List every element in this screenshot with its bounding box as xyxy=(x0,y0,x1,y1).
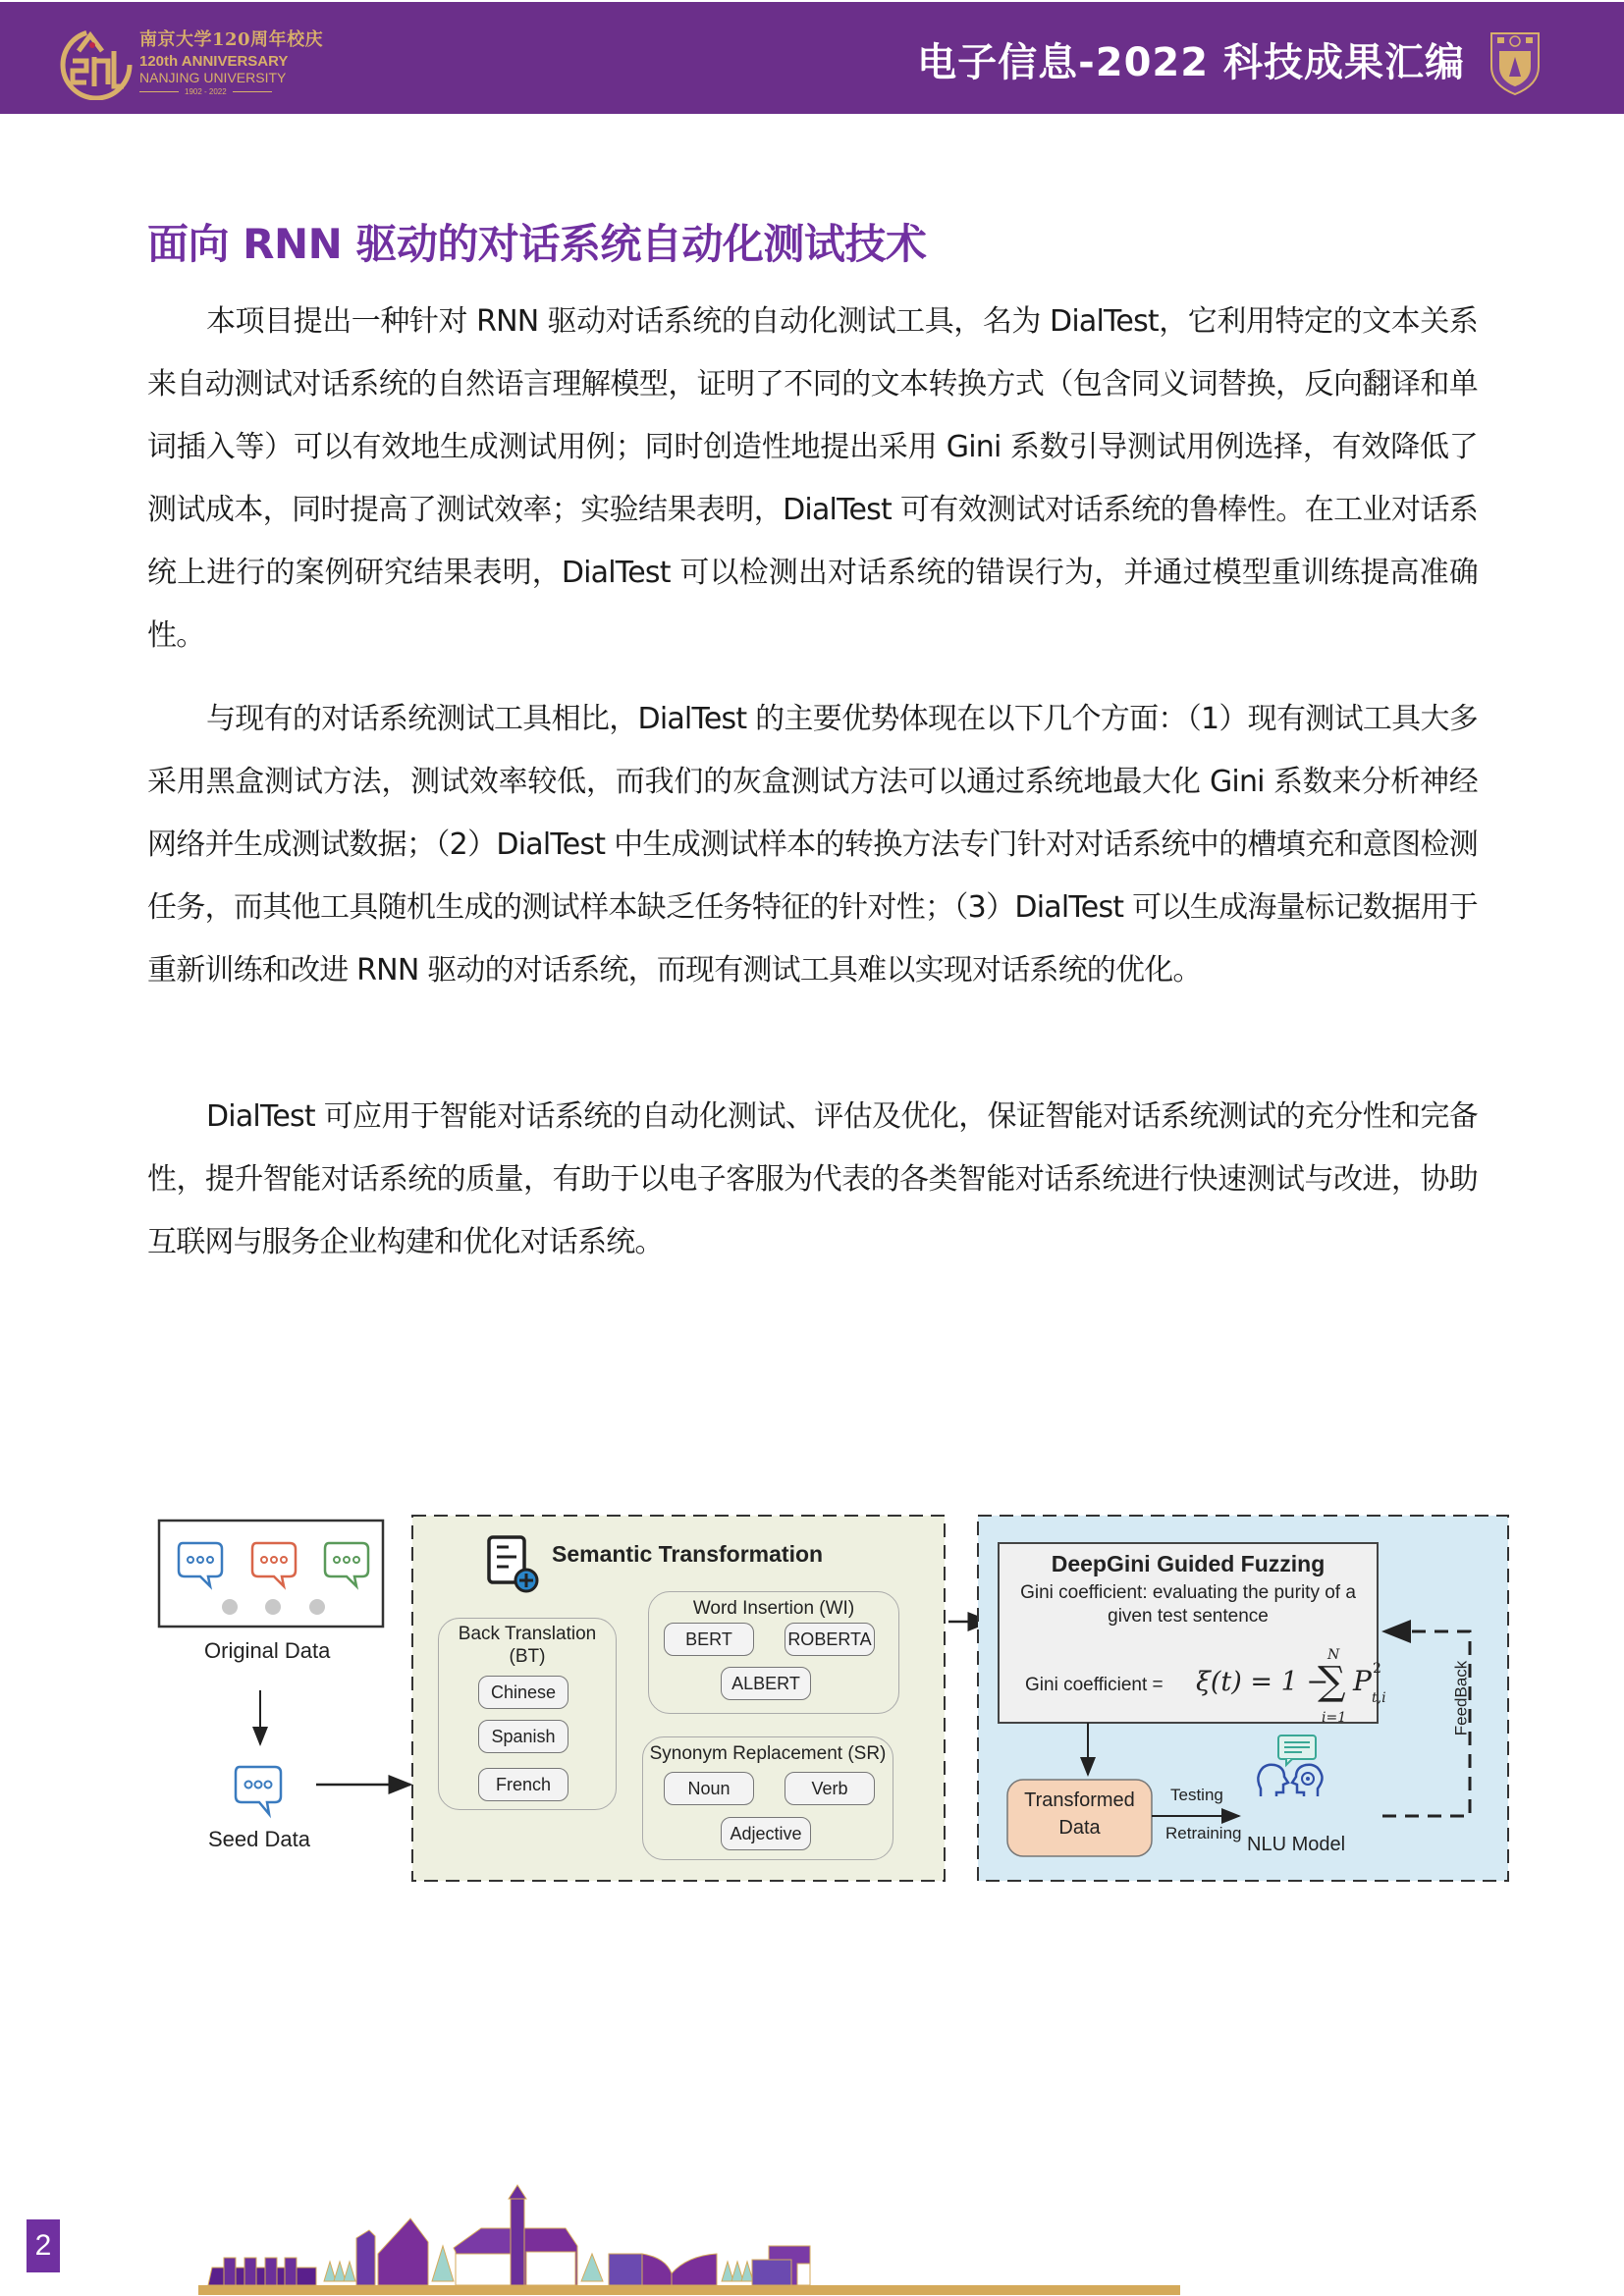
wi-option-bert: BERT xyxy=(664,1623,754,1656)
nlu-model-label: NLU Model xyxy=(1247,1834,1346,1855)
auditorium-building xyxy=(454,2185,577,2285)
paragraph-1: 本项目提出一种针对 RNN 驱动对话系统的自动化测试工具，名为 DialTest，它利用特定的文本关系来自动测试对话系统的自然语言理解模型，证明了不同的文本转换方式（包含同义词替换，反向翻译和单词插入等）可以有效地生成测试用例；同时创造性地提出采用 Gini 系数引导测试用例选择，有效降低了测试成本，同时提高了测试效率；实验结果表明，DialTest 可有效测试对话系统的鲁棒性。在工业对话系统上进行的案例研究结果表明，DialTest 可以检测出对话系统的错误行为，并通过模型重训练提高准确性。 xyxy=(147,304,1478,653)
semantic-transformation-title: Semantic Transformation xyxy=(552,1541,824,1567)
word-insertion-title: Word Insertion (WI) xyxy=(692,1598,855,1619)
back-translation-abbr: (BT) xyxy=(509,1646,546,1667)
sr-option-noun: Noun xyxy=(664,1772,754,1805)
paragraph-3: DialTest 可应用于智能对话系统的自动化测试、评估及优化，保证智能对话系统测试的充分性和完备性，提升智能对话系统的质量，有助于以电子客服为代表的各类智能对话系统进行快速测试与改进，协助互联网与服务企业构建和优化对话系统。 xyxy=(147,1099,1478,1259)
back-translation-title: Back Translation xyxy=(458,1624,597,1644)
tree-icon xyxy=(432,2246,454,2281)
ellipsis-dot xyxy=(222,1599,238,1615)
bt-option-french: French xyxy=(478,1768,568,1801)
anniversary-cn: 南京大学120周年校庆 xyxy=(139,29,324,50)
bt-option-chinese: Chinese xyxy=(478,1676,568,1709)
seed-data-label: Seed Data xyxy=(208,1827,310,1851)
wi-option-albert: ALBERT xyxy=(721,1667,811,1700)
tree-group-icon xyxy=(324,2262,355,2281)
sr-option-adjective: Adjective xyxy=(721,1817,811,1850)
wi-option-roberta: ROBERTA xyxy=(785,1623,875,1656)
formula-sup: 2 xyxy=(1373,1661,1381,1677)
bt-option-spanish: Spanish xyxy=(478,1720,568,1753)
transformed-data-line1: Transformed xyxy=(1024,1789,1135,1811)
deepgini-description-line2: given test sentence xyxy=(1108,1606,1269,1627)
years-text: 1902 - 2022 xyxy=(185,87,227,96)
deepgini-description-line1: Gini coefficient: evaluating the purity of a xyxy=(1020,1582,1356,1603)
page-number: 2 xyxy=(27,2219,60,2272)
formula-sub: t,i xyxy=(1372,1690,1386,1706)
tree-icon xyxy=(581,2254,603,2281)
ellipsis-dot xyxy=(309,1599,325,1615)
document-title: 电子信息-2022 科技成果汇编 xyxy=(917,40,1465,85)
original-data-label: Original Data xyxy=(204,1638,331,1663)
ellipsis-dot xyxy=(265,1599,281,1615)
formula-sum-upper: N xyxy=(1327,1647,1340,1663)
formula-sum-lower: i=1 xyxy=(1322,1710,1347,1726)
transformed-data-line2: Data xyxy=(1058,1817,1101,1839)
formula-lhs: ξ(t) = 1 − xyxy=(1196,1667,1328,1697)
deepgini-title: DeepGini Guided Fuzzing xyxy=(1051,1551,1326,1576)
page-header xyxy=(0,2,1624,114)
formula-label: Gini coefficient = xyxy=(1025,1675,1164,1695)
anniversary-wordmark xyxy=(139,26,323,96)
formula-term: P xyxy=(1353,1665,1372,1697)
paragraph-2: 与现有的对话系统测试工具相比，DialTest 的主要优势体现在以下几个方面：（1）现有测试工具大多采用黑盒测试方法，测试效率较低，而我们的灰盒测试方法可以通过系统地最大化 Gini 系数来分析神经网络并生成测试数据；（2）DialTest 中生成测试样本的转换方法专门针对对话系统中的槽填充和意图检测任务，而其他工具随机生成的测试样本缺乏任务特征的针对性；（3）DialTest 可以生成海量标记数据用于重新训练和改进 RNN 驱动的对话系统，而现有测试工具难以实现对话系统的优化。 xyxy=(147,702,1478,988)
skyline-ground xyxy=(198,2285,1180,2295)
anniversary-years xyxy=(139,87,323,96)
sr-option-verb: Verb xyxy=(785,1772,875,1805)
campus-skyline-illustration xyxy=(196,2179,1326,2296)
gate-building xyxy=(208,2258,316,2285)
formula-sigma: ∑ xyxy=(1318,1659,1346,1704)
testing-label: Testing xyxy=(1170,1786,1223,1804)
divider xyxy=(139,91,179,92)
feedback-label: FeedBack xyxy=(1451,1660,1471,1736)
divider xyxy=(233,91,272,92)
modern-building xyxy=(356,2218,428,2285)
article-title: 面向 RNN 驱动的对话系统自动化测试技术 xyxy=(147,220,927,268)
anniversary-en: 120th ANNIVERSARY xyxy=(139,53,289,70)
university-name: NANJING UNIVERSITY xyxy=(139,70,287,85)
tree-group-icon xyxy=(722,2262,753,2281)
lab-building xyxy=(752,2246,810,2285)
university-crest-icon xyxy=(1488,27,1543,96)
synonym-replacement-title: Synonym Replacement (SR) xyxy=(649,1743,887,1764)
anniversary-logo-icon xyxy=(57,22,135,100)
dialtest-architecture-diagram xyxy=(157,1502,1512,1895)
library-building xyxy=(609,2254,717,2285)
chat-bubble-seed-icon xyxy=(236,1767,281,1814)
retraining-label: Retraining xyxy=(1165,1824,1242,1842)
